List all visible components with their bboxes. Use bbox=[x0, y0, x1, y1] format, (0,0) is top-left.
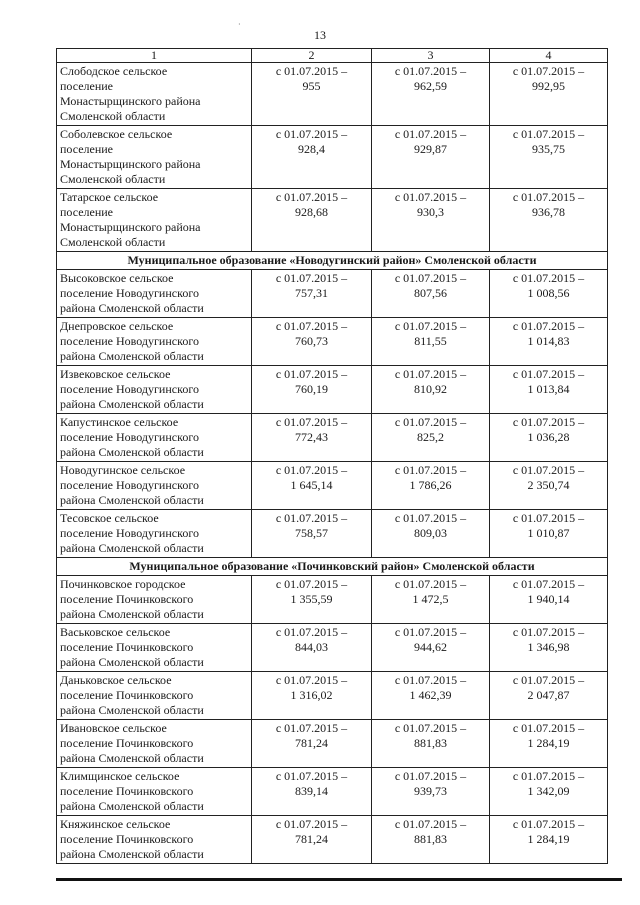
settlement-name-line: района Смоленской области bbox=[60, 301, 204, 315]
settlement-name-line: поселение Починковского bbox=[60, 832, 194, 846]
tariff-cell-c4 bbox=[490, 672, 608, 720]
table-row bbox=[57, 720, 608, 768]
tariff-value: 758,57 bbox=[295, 526, 328, 540]
settlement-name-line: Княжинское сельское bbox=[60, 817, 171, 831]
tariff-cell-c4 bbox=[490, 189, 608, 252]
settlement-name-cell bbox=[57, 768, 252, 816]
settlement-name-line: района Смоленской области bbox=[60, 703, 204, 717]
effective-date: с 01.07.2015 – bbox=[512, 190, 585, 204]
effective-date: с 01.07.2015 – bbox=[512, 463, 585, 477]
tariff-value: 955 bbox=[302, 79, 321, 93]
settlement-name-line: Тесовское сельское bbox=[60, 511, 159, 525]
tariff-cell-c2 bbox=[252, 576, 372, 624]
effective-date: с 01.07.2015 – bbox=[275, 415, 348, 429]
settlement-name-cell bbox=[57, 366, 252, 414]
scan-mark: · bbox=[238, 20, 241, 29]
settlement-name-line: поселение bbox=[60, 205, 114, 219]
settlement-name-cell bbox=[57, 462, 252, 510]
effective-date: с 01.07.2015 – bbox=[512, 319, 585, 333]
settlement-name-line: Починковское городское bbox=[60, 577, 186, 591]
tariff-cell-c3 bbox=[372, 318, 490, 366]
settlement-name-line: поселение Починковского bbox=[60, 784, 194, 798]
settlement-name-cell bbox=[57, 414, 252, 462]
tariff-cell-c2 bbox=[252, 624, 372, 672]
tariff-value: 809,03 bbox=[414, 526, 447, 540]
effective-date: с 01.07.2015 – bbox=[512, 367, 585, 381]
table-body bbox=[57, 49, 608, 864]
effective-date: с 01.07.2015 – bbox=[512, 271, 585, 285]
table-row bbox=[57, 366, 608, 414]
tariff-cell-c2 bbox=[252, 720, 372, 768]
tariff-value: 881,83 bbox=[414, 736, 447, 750]
settlement-name-line: поселение Новодугинского bbox=[60, 334, 199, 348]
tariff-cell-c3 bbox=[372, 510, 490, 558]
tariff-value: 810,92 bbox=[414, 382, 447, 396]
table-row bbox=[57, 768, 608, 816]
table-row bbox=[57, 462, 608, 510]
tariff-value: 772,43 bbox=[295, 430, 328, 444]
effective-date: с 01.07.2015 – bbox=[275, 769, 348, 783]
effective-date: с 01.07.2015 – bbox=[512, 769, 585, 783]
effective-date: с 01.07.2015 – bbox=[394, 463, 467, 477]
settlement-name-line: Ивановское сельское bbox=[60, 721, 167, 735]
effective-date: с 01.07.2015 – bbox=[394, 190, 467, 204]
effective-date: с 01.07.2015 – bbox=[275, 271, 348, 285]
settlement-name-cell bbox=[57, 63, 252, 126]
settlement-name-line: поселение Новодугинского bbox=[60, 430, 199, 444]
effective-date: с 01.07.2015 – bbox=[394, 769, 467, 783]
tariff-cell-c3 bbox=[372, 366, 490, 414]
tariff-cell-c2 bbox=[252, 189, 372, 252]
tariff-cell-c4 bbox=[490, 576, 608, 624]
tariff-cell-c4 bbox=[490, 510, 608, 558]
tariff-value: 781,24 bbox=[295, 832, 328, 846]
settlement-name-cell bbox=[57, 816, 252, 864]
settlement-name-line: района Смоленской области bbox=[60, 493, 204, 507]
settlement-name-line: Извековское сельское bbox=[60, 367, 171, 381]
table-row bbox=[57, 672, 608, 720]
effective-date: с 01.07.2015 – bbox=[394, 673, 467, 687]
effective-date: с 01.07.2015 – bbox=[275, 319, 348, 333]
effective-date: с 01.07.2015 – bbox=[512, 577, 585, 591]
tariff-value: 881,83 bbox=[414, 832, 447, 846]
effective-date: с 01.07.2015 – bbox=[275, 367, 348, 381]
page-number: 13 bbox=[314, 28, 326, 42]
tariff-cell-c3 bbox=[372, 768, 490, 816]
settlement-name-line: поселение Починковского bbox=[60, 736, 194, 750]
tariff-value: 760,19 bbox=[295, 382, 328, 396]
effective-date: с 01.07.2015 – bbox=[394, 319, 467, 333]
table-row bbox=[57, 270, 608, 318]
tariff-cell-c4 bbox=[490, 414, 608, 462]
tariff-value: 844,03 bbox=[295, 640, 328, 654]
settlement-name-line: поселение Новодугинского bbox=[60, 382, 199, 396]
tariff-value: 1 008,56 bbox=[527, 286, 570, 300]
tariff-cell-c4 bbox=[490, 270, 608, 318]
section-title: Муниципальное образование «Новодугинский район» Смоленской области bbox=[57, 252, 608, 270]
tariff-value: 928,4 bbox=[298, 142, 325, 156]
section-header-row bbox=[57, 558, 608, 576]
effective-date: с 01.07.2015 – bbox=[275, 463, 348, 477]
tariff-value: 1 036,28 bbox=[527, 430, 570, 444]
effective-date: с 01.07.2015 – bbox=[275, 817, 348, 831]
tariff-cell-c2 bbox=[252, 414, 372, 462]
tariff-value: 807,56 bbox=[414, 286, 447, 300]
effective-date: с 01.07.2015 – bbox=[512, 673, 585, 687]
effective-date: с 01.07.2015 – bbox=[275, 577, 348, 591]
settlement-name-line: Монастырщинского района bbox=[60, 220, 201, 234]
tariff-value: 1 786,26 bbox=[409, 478, 452, 492]
effective-date: с 01.07.2015 – bbox=[275, 64, 348, 78]
tariff-value: 825,2 bbox=[417, 430, 444, 444]
effective-date: с 01.07.2015 – bbox=[512, 415, 585, 429]
tariff-cell-c3 bbox=[372, 462, 490, 510]
tariff-cell-c2 bbox=[252, 126, 372, 189]
effective-date: с 01.07.2015 – bbox=[394, 625, 467, 639]
effective-date: с 01.07.2015 – bbox=[275, 673, 348, 687]
tariff-value: 936,78 bbox=[532, 205, 565, 219]
settlement-name-line: Днепровское сельское bbox=[60, 319, 174, 333]
tariff-cell-c3 bbox=[372, 672, 490, 720]
settlement-name-line: поселение Починковского bbox=[60, 688, 194, 702]
tariff-cell-c3 bbox=[372, 126, 490, 189]
tariff-value: 1 355,59 bbox=[290, 592, 333, 606]
settlement-name-line: района Смоленской области bbox=[60, 397, 204, 411]
settlement-name-line: поселение Починковского bbox=[60, 640, 194, 654]
tariff-cell-c4 bbox=[490, 624, 608, 672]
tariff-cell-c4 bbox=[490, 318, 608, 366]
tariff-value: 1 013,84 bbox=[527, 382, 570, 396]
tariff-value: 1 940,14 bbox=[527, 592, 570, 606]
effective-date: с 01.07.2015 – bbox=[394, 817, 467, 831]
tariff-cell-c2 bbox=[252, 768, 372, 816]
column-header-1: 1 bbox=[57, 49, 252, 63]
tariff-cell-c4 bbox=[490, 126, 608, 189]
table-row bbox=[57, 624, 608, 672]
effective-date: с 01.07.2015 – bbox=[512, 127, 585, 141]
tariff-value: 930,3 bbox=[417, 205, 444, 219]
tariff-value: 1 284,19 bbox=[527, 832, 570, 846]
tariff-cell-c3 bbox=[372, 63, 490, 126]
settlement-name-cell bbox=[57, 672, 252, 720]
settlement-name-line: района Смоленской области bbox=[60, 445, 204, 459]
settlement-name-line: Слободское сельское bbox=[60, 64, 168, 78]
settlement-name-line: Васьковское сельское bbox=[60, 625, 171, 639]
table-row bbox=[57, 510, 608, 558]
settlement-name-cell bbox=[57, 720, 252, 768]
effective-date: с 01.07.2015 – bbox=[394, 577, 467, 591]
tariff-value: 1 010,87 bbox=[527, 526, 570, 540]
settlement-name-line: района Смоленской области bbox=[60, 751, 204, 765]
effective-date: с 01.07.2015 – bbox=[394, 127, 467, 141]
settlement-name-line: района Смоленской области bbox=[60, 799, 204, 813]
effective-date: с 01.07.2015 – bbox=[275, 127, 348, 141]
settlement-name-line: поселение bbox=[60, 142, 114, 156]
tariff-value: 2 350,74 bbox=[527, 478, 570, 492]
settlement-name-cell bbox=[57, 189, 252, 252]
table-row bbox=[57, 189, 608, 252]
settlement-name-line: района Смоленской области bbox=[60, 349, 204, 363]
effective-date: с 01.07.2015 – bbox=[394, 271, 467, 285]
settlement-name-line: поселение bbox=[60, 79, 114, 93]
effective-date: с 01.07.2015 – bbox=[512, 511, 585, 525]
settlement-name-line: района Смоленской области bbox=[60, 541, 204, 555]
settlement-name-cell bbox=[57, 576, 252, 624]
settlement-name-line: Климщинское сельское bbox=[60, 769, 180, 783]
tariff-cell-c4 bbox=[490, 462, 608, 510]
table-row bbox=[57, 414, 608, 462]
tariff-value: 1 462,39 bbox=[409, 688, 452, 702]
effective-date: с 01.07.2015 – bbox=[394, 511, 467, 525]
tariff-value: 1 645,14 bbox=[290, 478, 333, 492]
settlement-name-line: Смоленской области bbox=[60, 172, 166, 186]
tariff-value: 781,24 bbox=[295, 736, 328, 750]
tariff-value: 839,14 bbox=[295, 784, 328, 798]
settlement-name-line: поселение Новодугинского bbox=[60, 478, 199, 492]
tariff-cell-c3 bbox=[372, 816, 490, 864]
tariff-cell-c3 bbox=[372, 414, 490, 462]
tariff-value: 992,95 bbox=[532, 79, 565, 93]
effective-date: с 01.07.2015 – bbox=[275, 721, 348, 735]
settlement-name-cell bbox=[57, 318, 252, 366]
table-row bbox=[57, 576, 608, 624]
footer-divider bbox=[56, 878, 622, 881]
tariff-cell-c4 bbox=[490, 366, 608, 414]
effective-date: с 01.07.2015 – bbox=[394, 415, 467, 429]
effective-date: с 01.07.2015 – bbox=[512, 625, 585, 639]
settlement-name-line: Новодугинское сельское bbox=[60, 463, 186, 477]
tariff-value: 1 014,83 bbox=[527, 334, 570, 348]
header-row bbox=[57, 49, 608, 63]
tariff-value: 757,31 bbox=[295, 286, 328, 300]
table-row bbox=[57, 816, 608, 864]
effective-date: с 01.07.2015 – bbox=[512, 64, 585, 78]
settlement-name-line: района Смоленской области bbox=[60, 847, 204, 861]
tariff-value: 1 284,19 bbox=[527, 736, 570, 750]
settlement-name-line: Татарское сельское bbox=[60, 190, 159, 204]
tariff-cell-c4 bbox=[490, 816, 608, 864]
tariff-cell-c2 bbox=[252, 672, 372, 720]
tariff-cell-c2 bbox=[252, 816, 372, 864]
column-header-2: 2 bbox=[252, 49, 372, 63]
settlement-name-line: Смоленской области bbox=[60, 235, 166, 249]
settlement-name-line: поселение Починковского bbox=[60, 592, 194, 606]
tariff-cell-c3 bbox=[372, 576, 490, 624]
tariff-cell-c4 bbox=[490, 720, 608, 768]
settlement-name-cell bbox=[57, 270, 252, 318]
effective-date: с 01.07.2015 – bbox=[394, 721, 467, 735]
tariff-cell-c3 bbox=[372, 270, 490, 318]
tariff-value: 928,68 bbox=[295, 205, 328, 219]
effective-date: с 01.07.2015 – bbox=[275, 190, 348, 204]
tariff-cell-c3 bbox=[372, 624, 490, 672]
tariff-cell-c2 bbox=[252, 63, 372, 126]
settlement-name-line: Монастырщинского района bbox=[60, 94, 201, 108]
tariff-value: 944,62 bbox=[414, 640, 447, 654]
tariff-value: 935,75 bbox=[532, 142, 565, 156]
settlement-name-line: района Смоленской области bbox=[60, 655, 204, 669]
tariff-value: 962,59 bbox=[414, 79, 447, 93]
tariff-value: 1 342,09 bbox=[527, 784, 570, 798]
tariff-table bbox=[56, 48, 608, 864]
tariff-cell-c2 bbox=[252, 318, 372, 366]
settlement-name-line: Высоковское сельское bbox=[60, 271, 174, 285]
settlement-name-cell bbox=[57, 510, 252, 558]
effective-date: с 01.07.2015 – bbox=[275, 625, 348, 639]
column-header-4: 4 bbox=[490, 49, 608, 63]
settlement-name-line: Капустинское сельское bbox=[60, 415, 179, 429]
settlement-name-cell bbox=[57, 624, 252, 672]
section-title: Муниципальное образование «Починковский район» Смоленской области bbox=[57, 558, 608, 576]
effective-date: с 01.07.2015 – bbox=[512, 817, 585, 831]
tariff-cell-c4 bbox=[490, 63, 608, 126]
tariff-value: 2 047,87 bbox=[527, 688, 570, 702]
tariff-value: 1 472,5 bbox=[412, 592, 449, 606]
table-row bbox=[57, 318, 608, 366]
settlement-name-line: Смоленской области bbox=[60, 109, 166, 123]
tariff-cell-c2 bbox=[252, 366, 372, 414]
effective-date: с 01.07.2015 – bbox=[275, 511, 348, 525]
section-header-row bbox=[57, 252, 608, 270]
tariff-cell-c2 bbox=[252, 462, 372, 510]
tariff-value: 929,87 bbox=[414, 142, 447, 156]
settlement-name-line: Соболевское сельское bbox=[60, 127, 173, 141]
tariff-value: 939,73 bbox=[414, 784, 447, 798]
effective-date: с 01.07.2015 – bbox=[394, 367, 467, 381]
tariff-value: 1 346,98 bbox=[527, 640, 570, 654]
tariff-cell-c2 bbox=[252, 270, 372, 318]
tariff-cell-c3 bbox=[372, 720, 490, 768]
settlement-name-line: района Смоленской области bbox=[60, 607, 204, 621]
tariff-value: 760,73 bbox=[295, 334, 328, 348]
table-row bbox=[57, 63, 608, 126]
tariff-cell-c2 bbox=[252, 510, 372, 558]
settlement-name-line: Даньковское сельское bbox=[60, 673, 172, 687]
settlement-name-line: Монастырщинского района bbox=[60, 157, 201, 171]
table-row bbox=[57, 126, 608, 189]
tariff-cell-c3 bbox=[372, 189, 490, 252]
column-header-3: 3 bbox=[372, 49, 490, 63]
effective-date: с 01.07.2015 – bbox=[512, 721, 585, 735]
settlement-name-line: поселение Новодугинского bbox=[60, 286, 199, 300]
tariff-value: 1 316,02 bbox=[290, 688, 333, 702]
settlement-name-cell bbox=[57, 126, 252, 189]
effective-date: с 01.07.2015 – bbox=[394, 64, 467, 78]
settlement-name-line: поселение Новодугинского bbox=[60, 526, 199, 540]
tariff-cell-c4 bbox=[490, 768, 608, 816]
tariff-value: 811,55 bbox=[414, 334, 447, 348]
